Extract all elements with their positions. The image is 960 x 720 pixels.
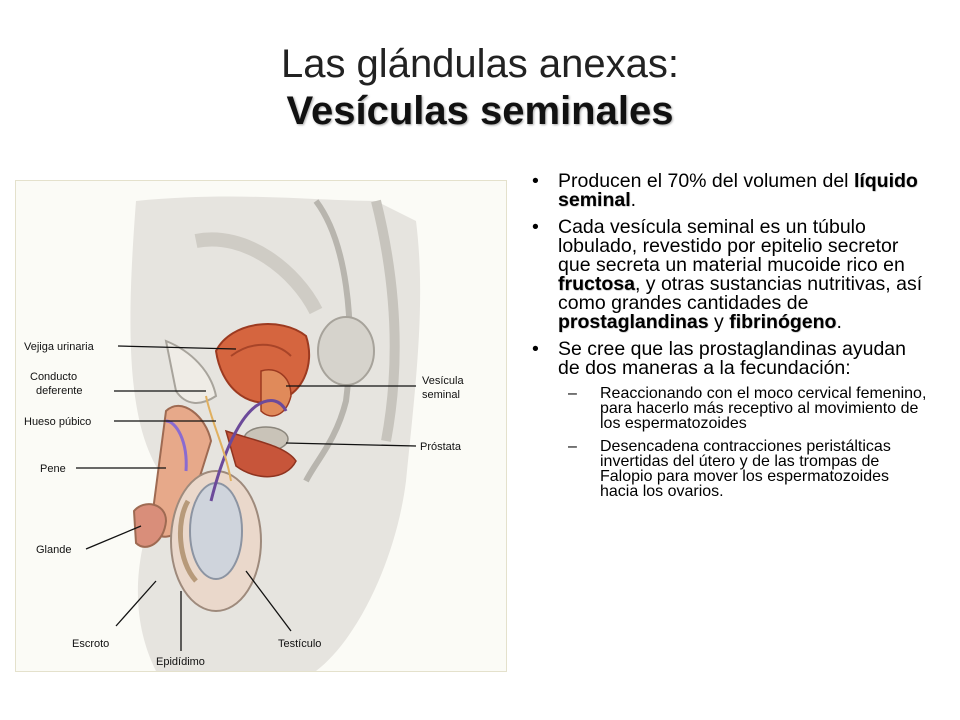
label-vesicula-2: seminal xyxy=(422,389,460,401)
label-vejiga: Vejiga urinaria xyxy=(24,341,94,353)
bullet-marker: • xyxy=(532,216,539,238)
anatomy-illustration xyxy=(15,180,507,672)
label-testiculo: Testículo xyxy=(278,638,322,650)
bullet-2-text-3: y xyxy=(708,311,730,333)
bullet-2-text-2: , y otras sustancias nutritivas, así como grandes cantidades de xyxy=(558,273,923,314)
label-pene: Pene xyxy=(40,463,66,475)
label-hueso: Hueso púbico xyxy=(24,416,92,428)
sub-bullet-2 xyxy=(530,439,930,499)
label-conducto-1: Conducto xyxy=(30,371,78,383)
bullet-2-bold-3: fibrinógeno xyxy=(729,311,837,333)
title-line-2: Vesículas seminales xyxy=(286,89,674,133)
title-line-1: Las glándulas anexas: xyxy=(280,42,680,86)
anatomy-drawing xyxy=(16,181,506,671)
label-escroto: Escroto xyxy=(72,638,110,650)
sub-bullet-2-text: Desencadena contracciones peristálticas invertidas del útero y de las trompas de Falopio para mover los espermatozoides hacia los ovarios. xyxy=(600,438,891,500)
bullet-2-text-4: . xyxy=(836,311,842,333)
bullet-1-text: Producen el 70% del volumen del xyxy=(558,170,854,192)
bullet-3 xyxy=(530,340,930,378)
bullet-1-bold: líquido seminal xyxy=(558,170,918,211)
bullet-1 xyxy=(530,172,930,210)
sub-bullet-1 xyxy=(530,386,930,431)
label-glande: Glande xyxy=(36,544,72,556)
label-vesicula-1: Vesícula xyxy=(422,375,464,387)
label-conducto-2: deferente xyxy=(36,385,83,397)
label-prostata: Próstata xyxy=(420,441,461,453)
bullet-2-text-1: Cada vesícula seminal es un túbulo lobulado, revestido por epitelio secretor que secreta un material mucoide rico en xyxy=(558,216,905,276)
label-epididimo: Epidídimo xyxy=(156,656,205,668)
dash-marker: – xyxy=(568,385,577,402)
bullet-marker: • xyxy=(532,170,539,192)
sub-bullet-1-text: Reaccionando con el moco cervical femenino, para hacerlo más receptivo al movimiento de los espermatozoides xyxy=(600,385,927,432)
bullet-list xyxy=(530,172,930,507)
bullet-2 xyxy=(530,218,930,332)
dash-marker: – xyxy=(568,438,577,455)
bullet-2-bold-1: fructosa xyxy=(558,273,635,295)
bullet-1-end: . xyxy=(630,189,637,211)
slide-title xyxy=(0,40,960,134)
bullet-3-text: Se cree que las prostaglandinas ayudan de dos maneras a la fecundación: xyxy=(558,338,906,379)
bullet-marker: • xyxy=(532,338,539,360)
bullet-2-bold-2: prostaglandinas xyxy=(558,311,709,333)
